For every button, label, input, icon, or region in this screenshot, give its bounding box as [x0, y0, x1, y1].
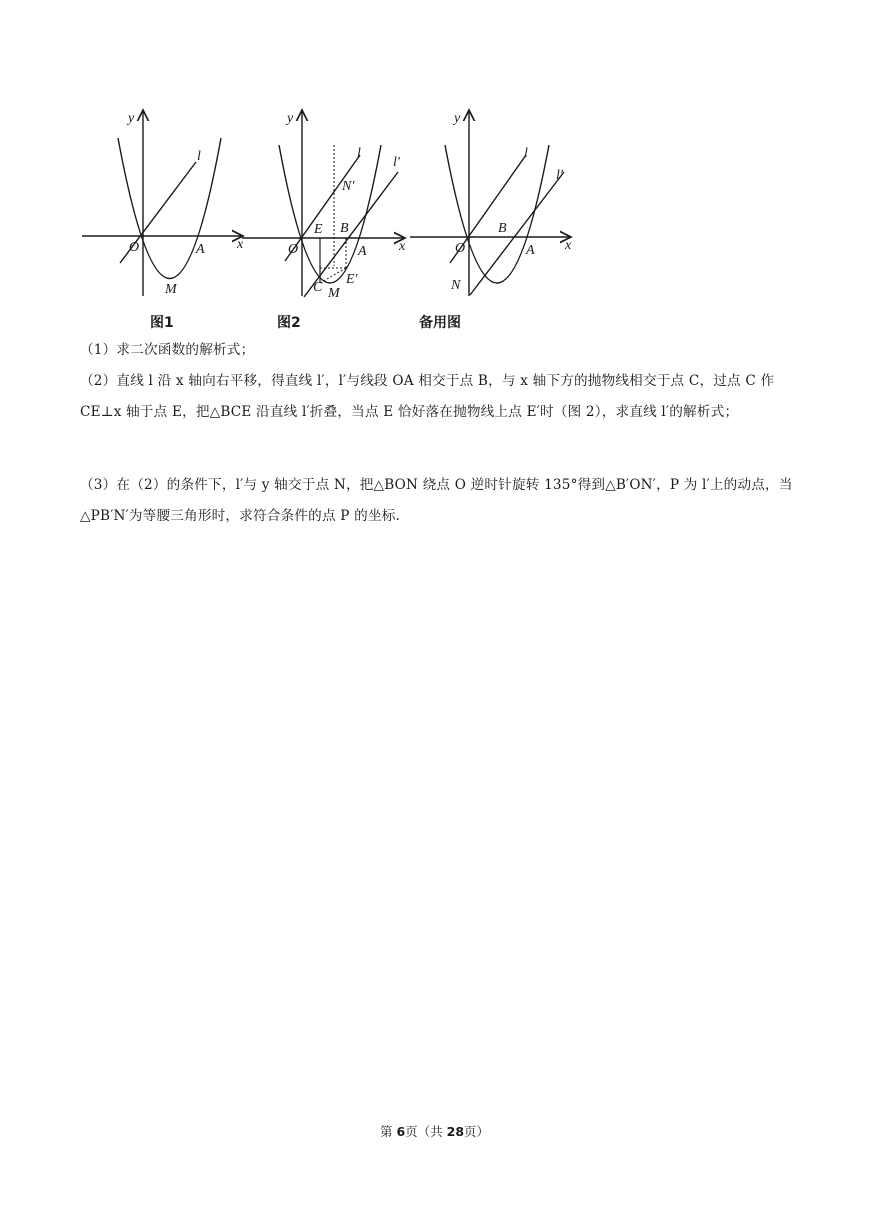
- line-l-prime-label: l′: [393, 155, 400, 170]
- figure-2-svg: [242, 100, 412, 300]
- page-footer: [0, 1122, 869, 1140]
- line-l-label: l: [357, 146, 361, 161]
- x-label: x: [399, 239, 406, 254]
- point-a-label: A: [196, 242, 205, 257]
- x-label: x: [565, 238, 572, 253]
- point-n-label: N: [451, 278, 461, 293]
- line-l-prime-label: l′: [556, 168, 563, 183]
- y-label: y: [454, 111, 461, 126]
- parabola: [445, 145, 549, 283]
- point-e-prime-label: E′: [346, 272, 358, 287]
- line-l-label: l: [524, 146, 528, 161]
- question-3: （3）在（2）的条件下，l′与 y 轴交于点 N，把△BON 绕点 O 逆时针旋转 135°得到△B′ON′，P 为 l′上的动点，当△PB′N′为等腰三角形时，求符合条件的点 P 的坐标.: [80, 477, 793, 524]
- line-l-prime: [470, 172, 564, 295]
- point-b-label: B: [340, 221, 349, 236]
- line-l-label: l: [197, 149, 201, 164]
- figure-2-caption: 图2: [277, 315, 301, 331]
- figure-3-caption: 备用图: [419, 315, 461, 331]
- origin-label: O: [288, 242, 299, 257]
- point-a-label: A: [526, 243, 535, 258]
- point-b-label: B: [498, 221, 507, 236]
- footer-total-pages: 28: [446, 1124, 465, 1139]
- parabola: [118, 138, 221, 279]
- figure-1-caption: 图1: [150, 315, 174, 331]
- point-c-label: C: [313, 280, 323, 295]
- origin-label: O: [455, 241, 466, 256]
- footer-middle: 页（共: [405, 1124, 447, 1139]
- figure-1-svg: [80, 100, 250, 300]
- figure-3-svg: [408, 100, 578, 300]
- point-m-label: M: [165, 282, 177, 297]
- origin-label: O: [129, 240, 140, 255]
- y-label: y: [287, 111, 294, 126]
- figure-2: [242, 100, 412, 300]
- point-a-label: A: [358, 244, 367, 259]
- point-e-label: E: [314, 222, 323, 237]
- question-1: （1）求二次函数的解析式；: [80, 342, 255, 358]
- point-m-label: M: [328, 286, 340, 301]
- x-label: x: [237, 237, 244, 252]
- figure-3: [408, 100, 578, 300]
- footer-prefix: 第: [379, 1124, 397, 1139]
- point-n-prime-label: N′: [342, 179, 355, 194]
- question-2: （2）直线 l 沿 x 轴向右平移，得直线 l′，l′与线段 OA 相交于点 B，与 x 轴下方的抛物线相交于点 C，过点 C 作 CE⊥x 轴于点 E，把△BCE 沿直线 l′折叠，当点 E 恰好落在抛物线上点 E′时（图 2），求直线 l′的解析式；: [80, 373, 775, 420]
- y-label: y: [128, 111, 135, 126]
- figure-1: [80, 100, 250, 300]
- footer-suffix: 页）: [464, 1124, 490, 1139]
- footer-page-number: 6: [396, 1124, 406, 1139]
